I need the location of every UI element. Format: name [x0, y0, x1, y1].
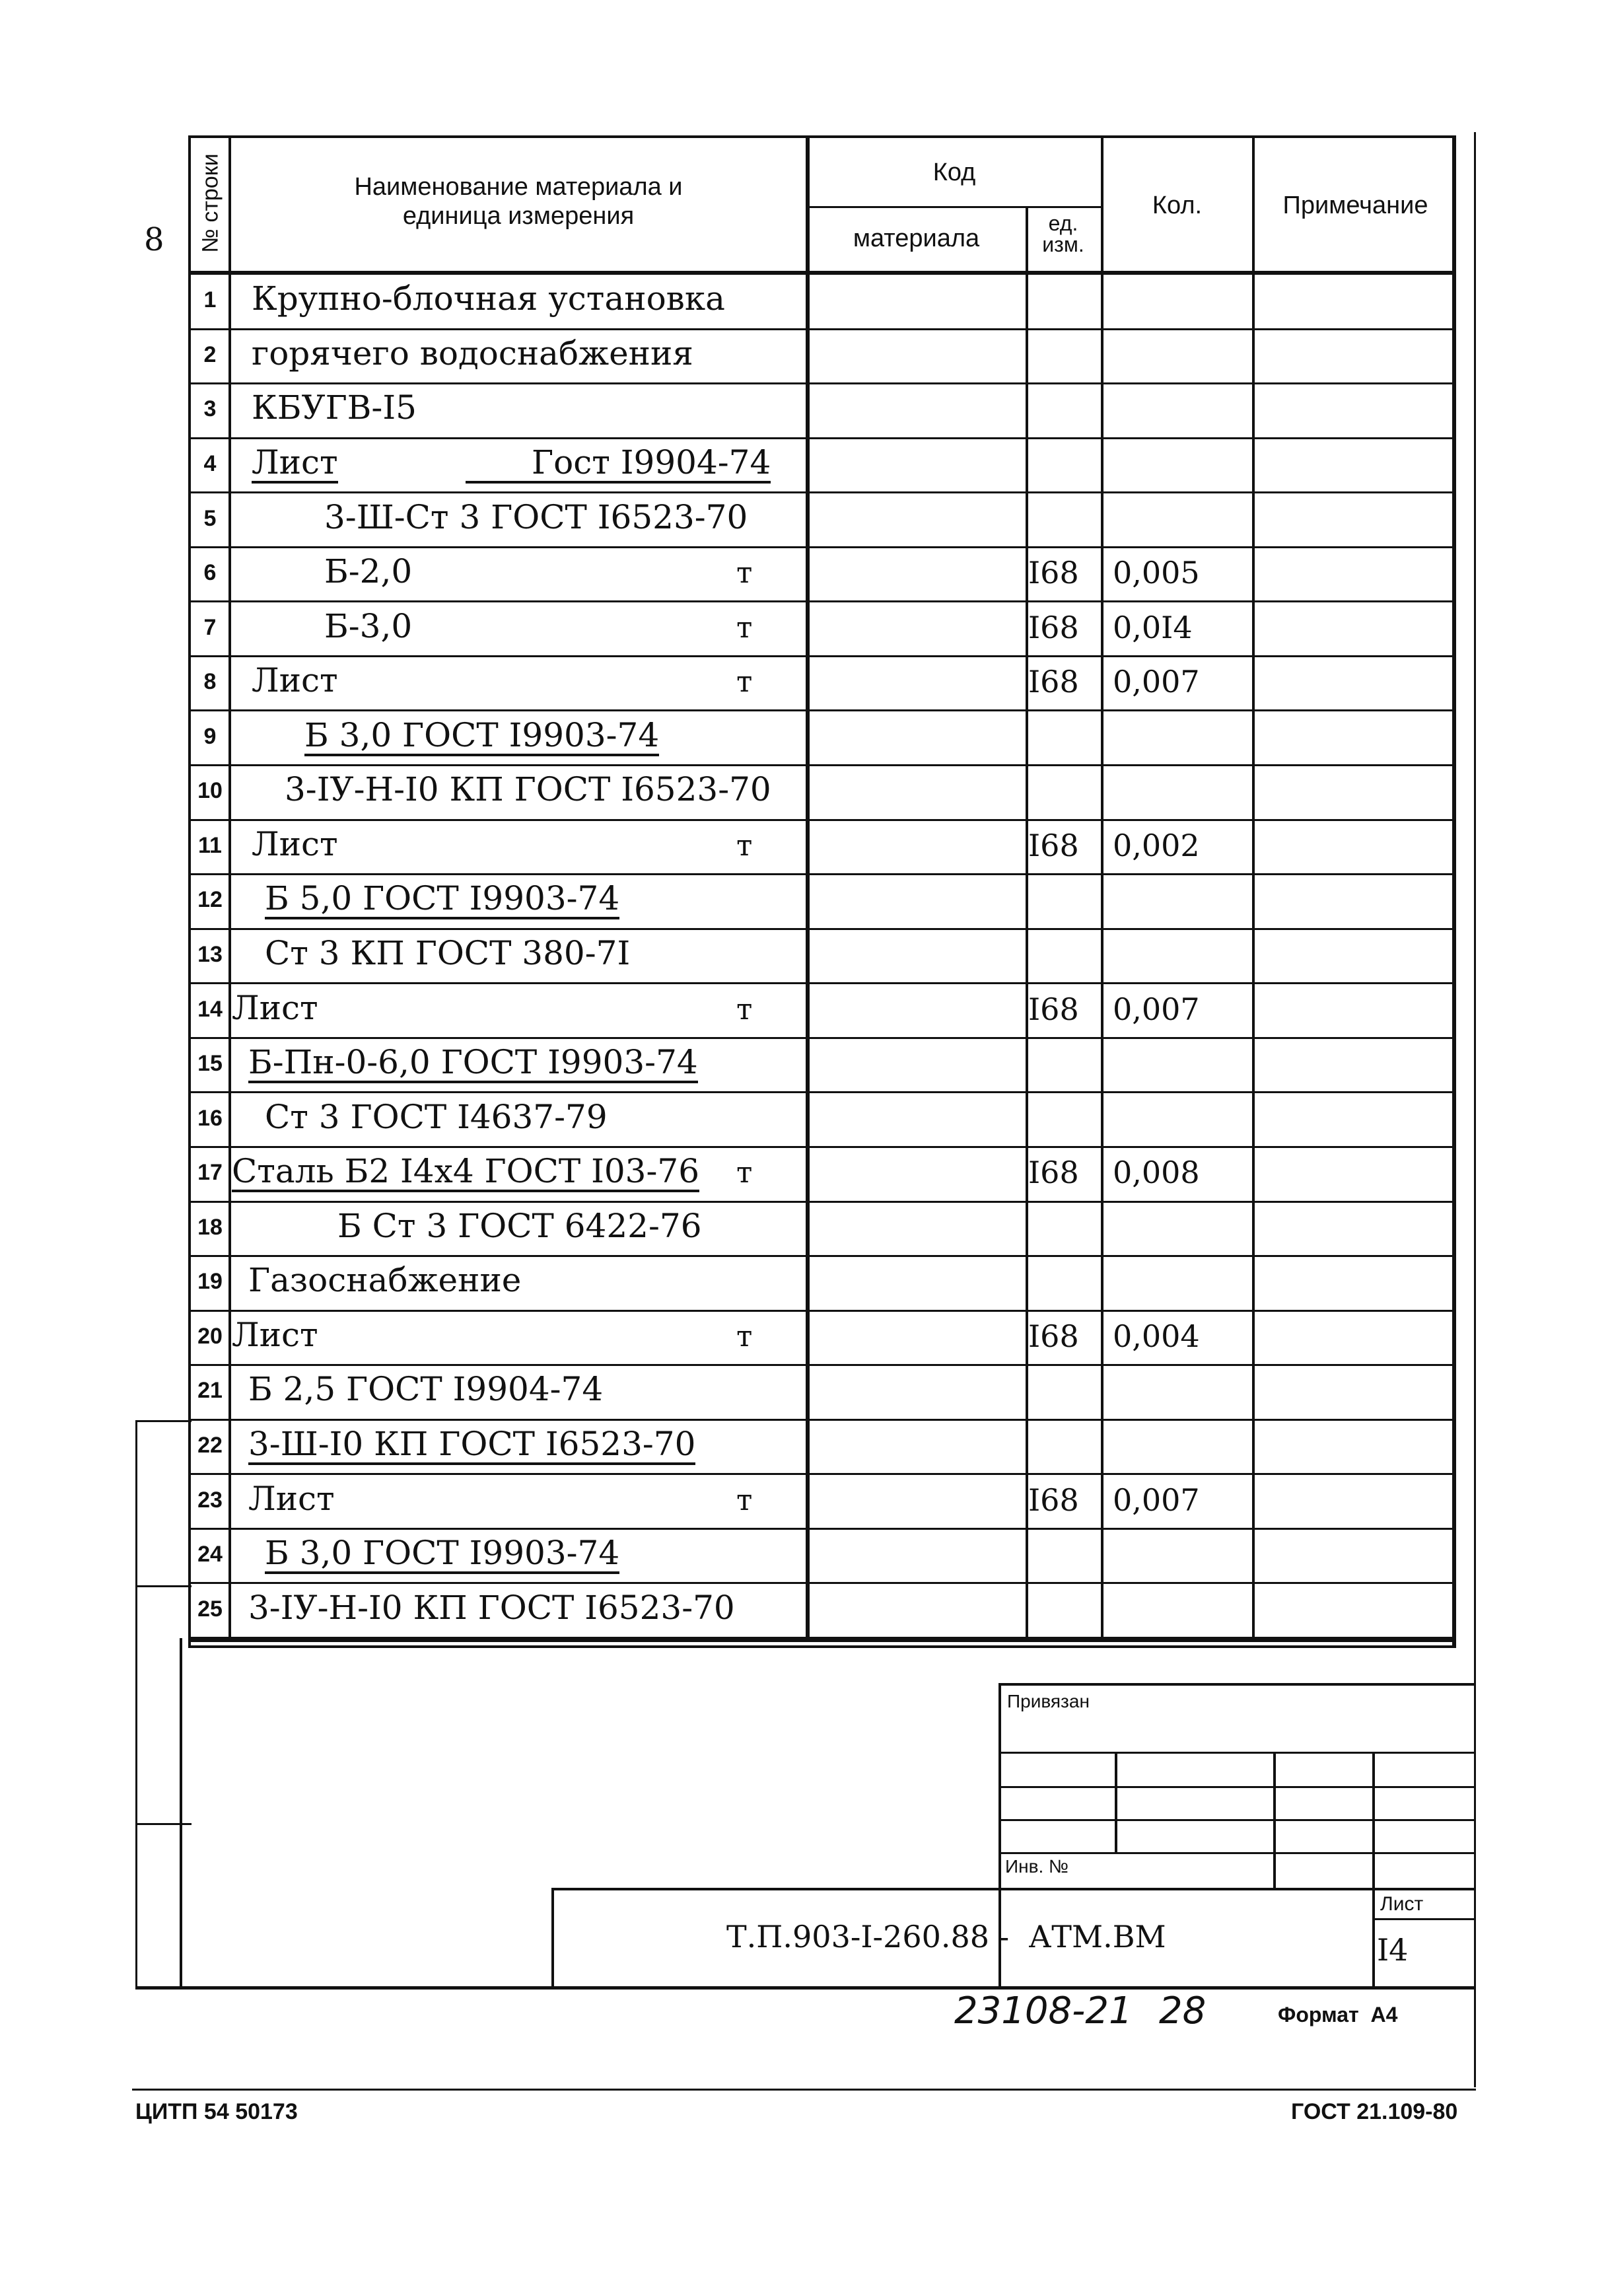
handwritten-number: 23108-21: [954, 1990, 1133, 2032]
row-number: 3: [203, 396, 217, 422]
table-row: [188, 330, 1456, 384]
row-number: 15: [197, 1051, 223, 1077]
row-unit: т: [736, 1156, 753, 1190]
row-name: 3-Ш-I0 КП ГОСТ I6523-70: [248, 1426, 695, 1465]
row-unit: т: [736, 1483, 753, 1517]
stamp-inv-no: Инв. №: [1005, 1856, 1069, 1877]
row-number: 24: [197, 1542, 223, 1567]
row-name: Б 5,0 ГОСТ I9903-74: [265, 880, 619, 919]
row-name: Б Ст 3 ГОСТ 6422-76: [337, 1206, 702, 1245]
header-name: Наименование материала и единица измерения: [354, 173, 683, 230]
row-qty: 0,004: [1113, 1318, 1200, 1354]
row-name-standard: Гост I9904-74: [466, 445, 771, 484]
row-name: Б-3,0: [324, 606, 413, 645]
table-row: [188, 711, 1456, 766]
row-unit-code: I68: [1028, 1482, 1079, 1518]
table-row: [188, 1093, 1456, 1147]
table-row: [188, 439, 1456, 493]
table-row: [188, 275, 1456, 330]
row-name: Сталь Б2 I4х4 ГОСТ I03-76: [232, 1153, 699, 1192]
row-name: Б 2,5 ГОСТ I9904-74: [248, 1370, 604, 1409]
row-name: Б-2,0: [324, 552, 413, 591]
row-unit: т: [736, 556, 753, 591]
row-number: 7: [203, 614, 217, 640]
row-name: Б 3,0 ГОСТ I9903-74: [265, 1535, 619, 1574]
row-number: 1: [203, 287, 217, 313]
table-row: [188, 1474, 1456, 1529]
row-number: 4: [203, 450, 217, 476]
header-code: Код: [932, 159, 976, 186]
footer-right: ГОСТ 21.109-80: [1291, 2099, 1458, 2124]
row-number: 16: [197, 1105, 223, 1131]
table-row: [188, 493, 1456, 548]
row-unit: т: [736, 610, 753, 645]
row-name: Б-Пн-0-6,0 ГОСТ I9903-74: [248, 1044, 698, 1083]
row-name: горячего водоснабжения: [252, 334, 693, 373]
row-qty: 0,007: [1113, 664, 1200, 700]
row-number: 18: [197, 1214, 223, 1240]
left-margin-mark: 8: [144, 221, 164, 258]
row-number: 6: [203, 560, 217, 586]
header-code-unit: ед. изм.: [1042, 211, 1084, 256]
row-name: Лист: [248, 1479, 335, 1518]
table-row: [188, 1202, 1456, 1257]
row-name: Ст 3 КП ГОСТ 380-7I: [265, 933, 631, 972]
stamp-sheet-no: I4: [1377, 1932, 1409, 1968]
row-unit-code: I68: [1028, 827, 1079, 863]
row-number: 5: [203, 505, 217, 531]
row-unit-code: I68: [1028, 991, 1079, 1027]
stamp-doc-code: Т.П.903-I-260.88 - АТМ.ВМ: [726, 1919, 1166, 1955]
row-unit: т: [736, 1319, 753, 1353]
table-row: [188, 820, 1456, 875]
row-number: 23: [197, 1487, 223, 1513]
row-number: 25: [197, 1596, 223, 1622]
row-unit: т: [736, 665, 753, 700]
row-qty: 0,005: [1113, 555, 1200, 591]
page-right-border: [1474, 132, 1476, 2087]
table-row: [188, 984, 1456, 1038]
header-row-no: № строки: [197, 153, 223, 253]
row-unit: т: [736, 992, 753, 1026]
row-number: 19: [197, 1269, 223, 1295]
row-unit-code: I68: [1028, 1318, 1079, 1354]
row-number: 12: [197, 887, 223, 913]
row-qty: 0,007: [1113, 991, 1200, 1027]
row-name: 3-IУ-Н-I0 КП ГОСТ I6523-70: [285, 770, 771, 809]
stamp-sheet-label: Лист: [1380, 1893, 1424, 1915]
row-name: Ст 3 ГОСТ I4637-79: [265, 1097, 608, 1136]
row-name: Крупно-блочная установка: [252, 279, 725, 318]
row-number: 14: [197, 996, 223, 1022]
row-name: Лист: [252, 824, 338, 863]
row-number: 17: [197, 1160, 223, 1186]
table-row: [188, 1365, 1456, 1420]
header-note: Примечание: [1282, 192, 1428, 219]
table-row: [188, 384, 1456, 439]
table-row: [188, 1583, 1456, 1638]
table-row: [188, 548, 1456, 602]
footer-left: ЦИТП 54 50173: [135, 2099, 298, 2124]
row-name: 3-IУ-Н-I0 КП ГОСТ I6523-70: [248, 1588, 735, 1627]
format-label: Формат А4: [1278, 2003, 1398, 2027]
table-row: [188, 657, 1456, 711]
header-qty: Кол.: [1152, 192, 1203, 219]
row-number: 11: [198, 832, 222, 858]
row-name: Лист: [252, 445, 338, 484]
row-name: Лист: [252, 661, 338, 700]
table-row: [188, 1529, 1456, 1584]
row-unit-code: I68: [1028, 609, 1079, 645]
table-row: [188, 1256, 1456, 1311]
row-name: КБУГВ-I5: [252, 388, 417, 427]
row-number: 9: [203, 723, 217, 749]
row-number: 21: [197, 1378, 223, 1404]
row-unit-code: I68: [1028, 1155, 1079, 1191]
table-row: [188, 1311, 1456, 1366]
row-number: 20: [197, 1323, 223, 1349]
row-qty: 0,008: [1113, 1155, 1200, 1191]
row-number: 8: [203, 669, 217, 695]
row-qty: 0,002: [1113, 827, 1200, 863]
stamp-bound: Привязан: [1007, 1691, 1090, 1711]
row-unit-code: I68: [1028, 664, 1079, 700]
row-unit: т: [736, 828, 753, 863]
row-name: Лист: [232, 1315, 318, 1354]
table-row: [188, 602, 1456, 657]
row-qty: 0,0I4: [1113, 609, 1193, 645]
row-number: 22: [197, 1433, 223, 1458]
row-number: 10: [197, 778, 223, 804]
header-code-material: материала: [853, 225, 980, 252]
handwritten-page: 28: [1159, 1990, 1207, 2032]
table-row: [188, 1038, 1456, 1093]
table-row: [188, 1420, 1456, 1475]
row-name: Газоснабжение: [248, 1261, 522, 1300]
row-qty: 0,007: [1113, 1482, 1200, 1518]
row-name: Б 3,0 ГОСТ I9903-74: [304, 717, 659, 756]
row-number: 13: [197, 941, 223, 967]
table-row: [188, 875, 1456, 929]
row-number: 2: [203, 341, 217, 367]
row-unit-code: I68: [1028, 555, 1079, 591]
row-name: 3-Ш-Ст 3 ГОСТ I6523-70: [324, 497, 748, 536]
table-row: [188, 929, 1456, 984]
table-row: [188, 1147, 1456, 1202]
table-row: [188, 766, 1456, 820]
row-name: Лист: [232, 988, 318, 1027]
